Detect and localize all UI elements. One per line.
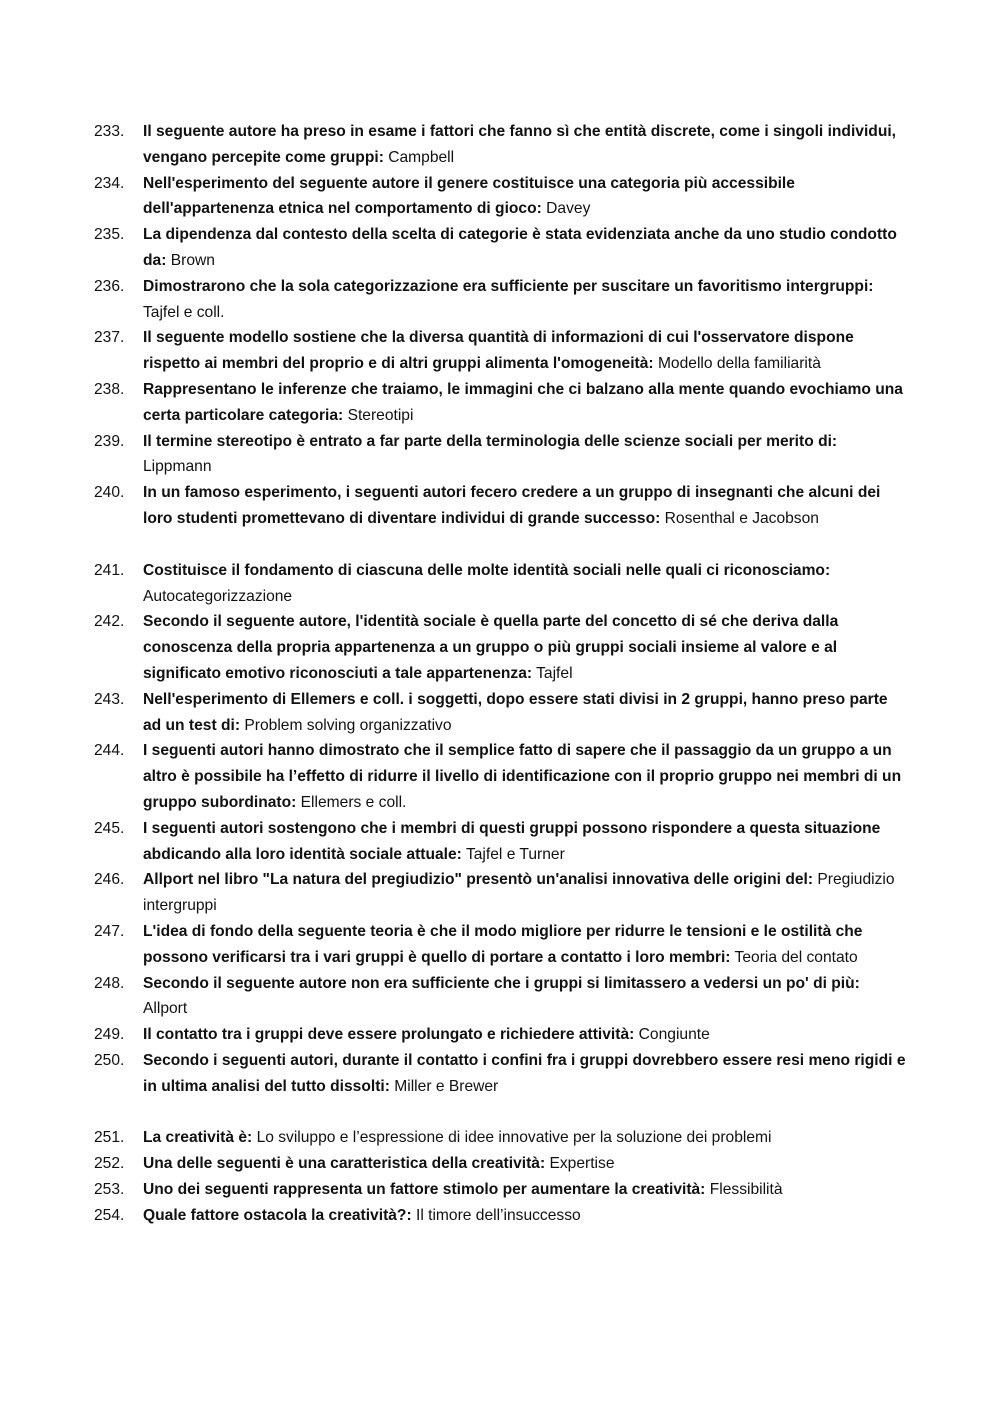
item-question: Dimostrarono che la sola categorizzazione era sufficiente per suscitare un favoritismo intergruppi:	[143, 277, 874, 295]
item-text	[143, 919, 906, 971]
item-answer: Expertise	[549, 1155, 615, 1173]
item-text	[143, 1203, 906, 1229]
list-item	[94, 325, 906, 377]
item-text	[143, 816, 906, 868]
list-item	[94, 1177, 906, 1203]
item-number: 241.	[94, 561, 125, 579]
item-answer: Miller e Brewer	[394, 1077, 499, 1095]
item-text	[143, 558, 906, 610]
item-question: Allport nel libro "La natura del pregiudizio" presentò un'analisi innovativa delle origini del:	[143, 871, 814, 889]
item-text	[143, 171, 906, 223]
item-answer: Teoria del contato	[734, 948, 858, 966]
item-text	[143, 1022, 906, 1048]
item-answer: Campbell	[388, 148, 455, 166]
list-item	[94, 1203, 906, 1229]
item-question: La creatività è:	[143, 1129, 253, 1147]
item-answer: Tajfel e Turner	[465, 845, 565, 863]
list-item	[94, 558, 906, 610]
item-question: Il seguente modello sostiene che la diversa quantità di informazioni di cui l'osservatore dispone rispetto ai membri del proprio e di altri gruppi alimenta l'omogeneità:	[143, 329, 854, 373]
item-text	[143, 1125, 906, 1151]
item-answer: Lippmann	[143, 458, 212, 476]
item-text	[143, 222, 906, 274]
item-number: 240.	[94, 484, 125, 502]
item-answer: Allport	[143, 1000, 188, 1018]
item-question: Il termine stereotipo è entrato a far parte della terminologia delle scienze sociali per merito di:	[143, 432, 838, 450]
item-text	[143, 274, 906, 326]
item-answer: Il timore dell’insuccesso	[416, 1206, 581, 1224]
list-item	[94, 609, 906, 686]
item-answer: Flessibilità	[709, 1181, 783, 1199]
list-item	[94, 867, 906, 919]
item-number: 242.	[94, 613, 125, 631]
item-answer: Brown	[170, 251, 215, 269]
item-answer: Autocategorizzazione	[143, 587, 293, 605]
list-item	[94, 480, 906, 532]
item-question: Secondo il seguente autore non era sufficiente che i gruppi si limitassero a vedersi un po' di più:	[143, 974, 860, 992]
item-text	[143, 971, 906, 1023]
item-answer: Stereotipi	[347, 406, 414, 424]
item-text	[143, 867, 906, 919]
item-question: L'idea di fondo della seguente teoria è che il modo migliore per ridurre le tensioni e le ostilità che possono verificarsi tra i vari gruppi è quello di portare a contatto i loro membri:	[143, 922, 863, 966]
item-question: I seguenti autori sostengono che i membri di questi gruppi possono rispondere a questa situazione abdicando alla loro identità sociale attuale:	[143, 819, 881, 863]
list-item	[94, 1125, 906, 1151]
question-answer-list	[94, 119, 906, 1229]
item-question: In un famoso esperimento, i seguenti autori fecero credere a un gruppo di insegnanti che alcuni dei loro studenti promettevano di diventare individui di grande successo:	[143, 484, 881, 527]
item-answer: Pregiudizio intergruppi	[143, 871, 895, 915]
item-number: 254.	[94, 1206, 125, 1224]
item-answer: Ellemers e coll.	[300, 793, 407, 811]
item-answer: Lo sviluppo e l’espressione di idee innovative per la soluzione dei problemi	[256, 1129, 772, 1147]
item-number: 233.	[94, 123, 125, 140]
item-number: 236.	[94, 277, 125, 295]
item-number: 248.	[94, 974, 125, 992]
item-number: 243.	[94, 690, 125, 708]
item-answer: Tajfel e coll.	[143, 303, 225, 321]
list-item	[94, 274, 906, 326]
item-question: Una delle seguenti è una caratteristica della creatività:	[143, 1155, 546, 1173]
item-text	[143, 377, 906, 429]
list-item	[94, 1048, 906, 1100]
item-answer: Congiunte	[638, 1026, 710, 1044]
list-item	[94, 919, 906, 971]
item-text	[143, 429, 906, 481]
item-text	[143, 687, 906, 739]
item-number: 245.	[94, 819, 125, 837]
item-question: Nell'esperimento di Ellemers e coll. i soggetti, dopo essere stati divisi in 2 gruppi, hanno preso parte ad un test di:	[143, 690, 888, 734]
item-answer: Problem solving organizzativo	[244, 716, 452, 734]
item-answer: Davey	[546, 200, 591, 218]
item-number: 250.	[94, 1051, 125, 1069]
item-text	[143, 1177, 906, 1203]
list-item	[94, 971, 906, 1023]
item-question: Il seguente autore ha preso in esame i fattori che fanno sì che entità discrete, come i singoli individui, vengano percepite come gruppi:	[143, 123, 897, 166]
item-number: 249.	[94, 1026, 125, 1044]
item-answer: Modello della familiarità	[657, 355, 821, 373]
item-text	[143, 1048, 906, 1100]
item-answer: Rosenthal e Jacobson	[664, 509, 819, 527]
item-number: 252.	[94, 1155, 125, 1173]
item-question: Uno dei seguenti rappresenta un fattore stimolo per aumentare la creatività:	[143, 1181, 706, 1199]
item-text	[143, 325, 906, 377]
item-question: Secondo il seguente autore, l'identità sociale è quella parte del concetto di sé che deriva dalla conoscenza della propria appartenenza a un gruppo o più gruppi sociali insieme al valore e al significato emotivo riconosciuti a tale appartenenza:	[143, 613, 839, 682]
item-question: La dipendenza dal contesto della scelta di categorie è stata evidenziata anche da uno studio condotto da:	[143, 226, 897, 269]
item-number: 247.	[94, 922, 125, 940]
item-question: Costituisce il fondamento di ciascuna delle molte identità sociali nelle quali ci riconosciamo:	[143, 561, 831, 579]
list-item	[94, 816, 906, 868]
list-item	[94, 377, 906, 429]
item-number: 246.	[94, 871, 125, 889]
list-item	[94, 1151, 906, 1177]
item-question: Nell'esperimento del seguente autore il genere costituisce una categoria più accessibile dell'appartenenza etnica nel comportamento di gioco:	[143, 174, 795, 218]
section-gap	[94, 1099, 906, 1125]
list-item	[94, 738, 906, 815]
list-item	[94, 1022, 906, 1048]
list-item	[94, 429, 906, 481]
item-number: 238.	[94, 380, 125, 398]
item-question: Il contatto tra i gruppi deve essere prolungato e richiedere attività:	[143, 1026, 635, 1044]
list-item	[94, 171, 906, 223]
list-item	[94, 222, 906, 274]
item-text	[143, 609, 906, 686]
item-text	[143, 480, 906, 532]
section-gap	[94, 532, 906, 558]
item-number: 239.	[94, 432, 125, 450]
list-item	[94, 119, 906, 171]
item-answer: Tajfel	[536, 664, 573, 682]
item-number: 251.	[94, 1129, 125, 1147]
list-item	[94, 687, 906, 739]
item-number: 234.	[94, 174, 125, 192]
item-number: 237.	[94, 329, 125, 347]
item-question: I seguenti autori hanno dimostrato che il semplice fatto di sapere che il passaggio da un gruppo a un altro è possibile ha l’effetto di ridurre il livello di identificazione con il proprio gruppo nei membri di un gruppo subordinato:	[143, 742, 902, 811]
item-question: Secondo i seguenti autori, durante il contatto i confini fra i gruppi dovrebbero essere resi meno rigidi e in ultima analisi del tutto dissolti:	[143, 1051, 906, 1095]
item-question: Rappresentano le inferenze che traiamo, le immagini che ci balzano alla mente quando evochiamo una certa particolare categoria:	[143, 380, 903, 424]
item-number: 253.	[94, 1181, 125, 1199]
item-text	[143, 1151, 906, 1177]
item-question: Quale fattore ostacola la creatività?:	[143, 1206, 412, 1224]
item-text	[143, 119, 906, 171]
item-number: 235.	[94, 226, 125, 244]
item-number: 244.	[94, 742, 125, 760]
item-text	[143, 738, 906, 815]
